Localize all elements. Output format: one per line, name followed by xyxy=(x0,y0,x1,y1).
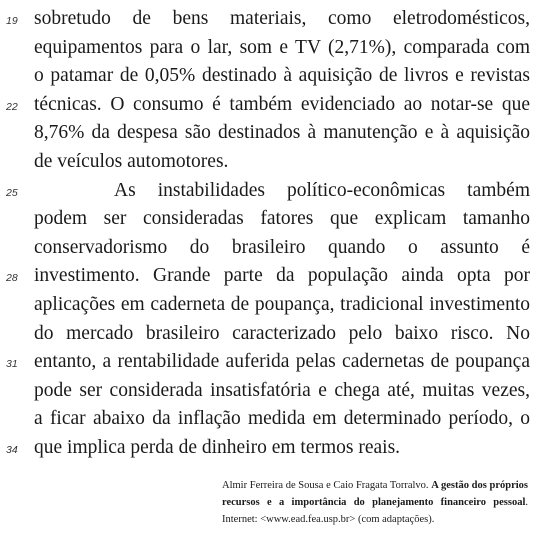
line-number: 19 xyxy=(6,15,18,27)
text-line: do mercado brasileiro caracterizado pelo baixo risco. No xyxy=(34,323,530,344)
text-line: de veículos automotores. xyxy=(34,151,229,172)
text-line: aplicações em caderneta de poupança, tradicional investimento xyxy=(34,294,530,315)
text-line: sobretudo de bens materiais, como eletrodomésticos, xyxy=(34,8,530,29)
citation xyxy=(222,477,528,528)
line-number: 28 xyxy=(6,272,18,284)
text-line: pode ser considerada insatisfatória e chega até, muitas vezes, xyxy=(34,380,530,401)
text-line: técnicas. O consumo é também evidenciado ao notar-se que xyxy=(34,94,530,115)
citation-title: A gestão dos próprios recursos e a importância do planejamento financeiro pessoal xyxy=(222,480,529,508)
citation-source: . Internet: <www.ead.fea.usp.br> (com adaptações). xyxy=(222,497,528,525)
text-line: o patamar de 0,05% destinado à aquisição de livros e revistas xyxy=(34,65,530,86)
line-number: 31 xyxy=(6,358,18,370)
text-line: conservadorismo do brasileiro quando o assunto é xyxy=(34,237,530,258)
text-line: que implica perda de dinheiro em termos reais. xyxy=(34,437,401,458)
text-line: 8,76% da despesa são destinados à manutenção e à aquisição xyxy=(34,122,530,143)
line-number: 25 xyxy=(6,187,18,199)
text-line: investimento. Grande parte da população ainda opta por xyxy=(34,265,530,286)
text-line: entanto, a rentabilidade auferida pelas cadernetas de poupança xyxy=(34,351,530,372)
text-line: equipamentos para o lar, som e TV (2,71%), comparada com xyxy=(34,37,530,58)
text-line: a ficar abaixo da inflação medida em determinado período, o xyxy=(34,408,530,429)
line-number: 34 xyxy=(6,444,18,456)
line-number: 22 xyxy=(6,101,18,113)
text-line: podem ser consideradas fatores que explicam tamanho xyxy=(34,208,530,229)
text-line: As instabilidades político-econômicas também xyxy=(114,180,530,201)
citation-authors: Almir Ferreira de Sousa e Caio Fragata Torralvo. xyxy=(222,480,429,491)
